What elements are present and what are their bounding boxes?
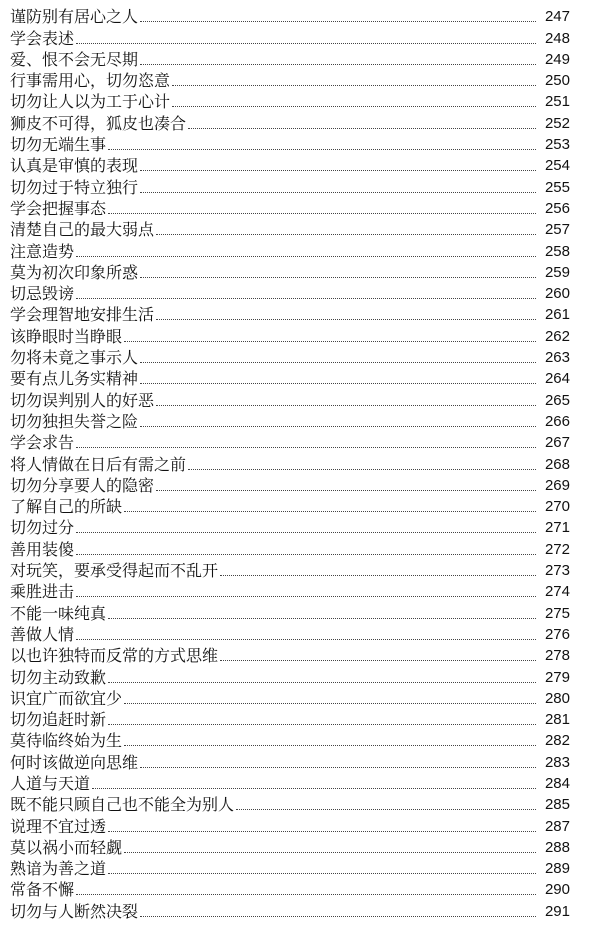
toc-entry-title: 切勿追赶时新: [10, 710, 107, 730]
toc-entry[interactable]: [10, 304, 570, 325]
toc-entry-title: 认真是审慎的表现: [10, 156, 139, 176]
toc-entry[interactable]: [10, 815, 570, 836]
dot-leader: [140, 767, 536, 768]
toc-entry-page-number: 287: [544, 817, 570, 835]
dot-leader: [76, 447, 536, 448]
toc-entry[interactable]: [10, 709, 570, 730]
toc-entry-page-number: 283: [544, 753, 570, 771]
dot-leader: [140, 21, 536, 22]
toc-entry-page-number: 253: [544, 136, 570, 154]
dot-leader: [76, 596, 536, 597]
dot-leader: [156, 405, 536, 406]
toc-entry-page-number: 256: [544, 199, 570, 217]
dot-leader: [172, 85, 536, 86]
toc-entry-title: 善用装傻: [10, 539, 75, 559]
toc-entry-title: 不能一味纯真: [10, 603, 107, 623]
toc-entry[interactable]: [10, 219, 570, 240]
dot-leader: [124, 745, 536, 746]
toc-entry-page-number: 290: [544, 881, 570, 899]
toc-entry-title: 狮皮不可得，狐皮也凑合: [10, 113, 187, 133]
toc-entry-title: 清楚自己的最大弱点: [10, 220, 155, 240]
dot-leader: [76, 639, 536, 640]
toc-entry-title: 切勿与人断然决裂: [10, 901, 139, 921]
toc-entry-page-number: 288: [544, 838, 570, 856]
toc-entry-page-number: 273: [544, 562, 570, 580]
toc-entry[interactable]: [10, 453, 570, 474]
toc-entry[interactable]: [10, 283, 570, 304]
dot-leader: [76, 43, 536, 44]
dot-leader: [76, 894, 536, 895]
toc-entry-title: 勿将未竟之事示人: [10, 348, 139, 368]
toc-entry[interactable]: [10, 688, 570, 709]
toc-entry-page-number: 268: [544, 455, 570, 473]
toc-entry-page-number: 259: [544, 263, 570, 281]
toc-entry[interactable]: [10, 645, 570, 666]
toc-entry-title: 识宜广而欲宜少: [10, 688, 123, 708]
toc-entry-page-number: 252: [544, 114, 570, 132]
toc-entry-title: 以也许独特而反常的方式思维: [10, 646, 219, 666]
toc-entry-page-number: 271: [544, 519, 570, 537]
toc-entry-title: 何时该做逆向思维: [10, 752, 139, 772]
toc-entry-page-number: 284: [544, 774, 570, 792]
dot-leader: [156, 490, 536, 491]
toc-entry[interactable]: [10, 262, 570, 283]
toc-entry[interactable]: [10, 773, 570, 794]
toc-entry-page-number: 254: [544, 157, 570, 175]
toc-entry[interactable]: [10, 517, 570, 538]
dot-leader: [108, 873, 536, 874]
dot-leader: [140, 916, 536, 917]
toc-entry-page-number: 257: [544, 221, 570, 239]
dot-leader: [108, 724, 536, 725]
toc-entry[interactable]: [10, 368, 570, 389]
toc-entry-title: 莫以祸小而轻觑: [10, 837, 123, 857]
toc-entry-page-number: 263: [544, 349, 570, 367]
toc-entry-title: 谨防别有居心之人: [10, 7, 139, 27]
toc-entry-title: 爱、恨不会无尽期: [10, 49, 139, 69]
dot-leader: [172, 106, 536, 107]
toc-entry[interactable]: [10, 347, 570, 368]
toc-entry-page-number: 247: [544, 8, 570, 26]
dot-leader: [188, 469, 536, 470]
toc-entry[interactable]: [10, 49, 570, 70]
toc-entry[interactable]: [10, 837, 570, 858]
toc-entry[interactable]: [10, 411, 570, 432]
toc-entry[interactable]: [10, 155, 570, 176]
toc-entry-page-number: 274: [544, 583, 570, 601]
toc-entry-title: 说理不宜过透: [10, 816, 107, 836]
toc-entry[interactable]: [10, 240, 570, 261]
toc-entry-title: 该睁眼时当睁眼: [10, 326, 123, 346]
toc-entry-page-number: 275: [544, 604, 570, 622]
toc-entry-page-number: 258: [544, 242, 570, 260]
toc-entry[interactable]: [10, 134, 570, 155]
toc-entry-page-number: 276: [544, 625, 570, 643]
toc-entry-page-number: 269: [544, 476, 570, 494]
dot-leader: [124, 703, 536, 704]
toc-entry[interactable]: [10, 198, 570, 219]
toc-entry[interactable]: [10, 879, 570, 900]
dot-leader: [108, 149, 536, 150]
toc-entry[interactable]: [10, 6, 570, 27]
dot-leader: [92, 788, 536, 789]
dot-leader: [140, 426, 536, 427]
toc-entry[interactable]: [10, 112, 570, 133]
toc-entry-title: 乘胜进击: [10, 582, 75, 602]
dot-leader: [140, 383, 536, 384]
toc-entry-page-number: 264: [544, 370, 570, 388]
toc-entry[interactable]: [10, 751, 570, 772]
toc-entry-title: 对玩笑，要承受得起而不乱开: [10, 561, 219, 581]
toc-entry-title: 了解自己的所缺: [10, 497, 123, 517]
toc-entry-title: 切勿无端生事: [10, 135, 107, 155]
dot-leader: [108, 831, 536, 832]
dot-leader: [140, 192, 536, 193]
dot-leader: [124, 852, 536, 853]
toc-entry[interactable]: [10, 70, 570, 91]
toc-entry-title: 行事需用心，切勿恣意: [10, 71, 171, 91]
toc-entry[interactable]: [10, 325, 570, 346]
toc-entry-title: 学会求告: [10, 433, 75, 453]
dot-leader: [140, 362, 536, 363]
dot-leader: [156, 319, 536, 320]
toc-entry-page-number: 267: [544, 434, 570, 452]
toc-entry-title: 切勿分享要人的隐密: [10, 475, 155, 495]
dot-leader: [108, 618, 536, 619]
toc-entry[interactable]: [10, 858, 570, 879]
toc-entry[interactable]: [10, 496, 570, 517]
toc-entry[interactable]: [10, 475, 570, 496]
toc-entry[interactable]: [10, 666, 570, 687]
dot-leader: [76, 554, 536, 555]
toc-entry-title: 熟谙为善之道: [10, 859, 107, 879]
toc-entry-title: 常备不懈: [10, 880, 75, 900]
dot-leader: [76, 256, 536, 257]
toc-entry-title: 学会理智地安排生活: [10, 305, 155, 325]
dot-leader: [220, 660, 536, 661]
toc-entry-page-number: 262: [544, 327, 570, 345]
dot-leader: [140, 277, 536, 278]
toc-entry-page-number: 260: [544, 285, 570, 303]
toc-entry[interactable]: [10, 581, 570, 602]
dot-leader: [108, 213, 536, 214]
toc-entry[interactable]: [10, 560, 570, 581]
dot-leader: [108, 682, 536, 683]
toc-entry-page-number: 261: [544, 306, 570, 324]
toc-entry-page-number: 250: [544, 72, 570, 90]
toc-entry-title: 莫为初次印象所惑: [10, 262, 139, 282]
toc-entry-title: 要有点儿务实精神: [10, 369, 139, 389]
toc-entry[interactable]: [10, 91, 570, 112]
toc-entry-page-number: 270: [544, 498, 570, 516]
dot-leader: [76, 298, 536, 299]
toc-entry-title: 莫待临终始为生: [10, 731, 123, 751]
dot-leader: [236, 809, 536, 810]
dot-leader: [140, 170, 536, 171]
dot-leader: [156, 234, 536, 235]
toc-entry-title: 切勿误判别人的好恶: [10, 390, 155, 410]
toc-entry[interactable]: [10, 27, 570, 48]
toc-entry-page-number: 282: [544, 732, 570, 750]
toc-entry-page-number: 280: [544, 689, 570, 707]
toc-entry[interactable]: [10, 624, 570, 645]
toc-entry-page-number: 248: [544, 29, 570, 47]
dot-leader: [124, 511, 536, 512]
dot-leader: [140, 64, 536, 65]
toc-entry-title: 人道与天道: [10, 773, 91, 793]
toc-entry-page-number: 285: [544, 796, 570, 814]
toc-entry-page-number: 281: [544, 711, 570, 729]
toc-entry-title: 切勿过于特立独行: [10, 177, 139, 197]
toc-entry[interactable]: [10, 730, 570, 751]
toc-entry-page-number: 266: [544, 412, 570, 430]
toc-entry-page-number: 255: [544, 178, 570, 196]
toc-entry-page-number: 291: [544, 902, 570, 920]
toc-entry-title: 既不能只顾自己也不能全为别人: [10, 795, 235, 815]
toc-entry-page-number: 265: [544, 391, 570, 409]
toc-entry[interactable]: [10, 432, 570, 453]
toc-entry-title: 切忌毁谤: [10, 284, 75, 304]
toc-entry[interactable]: [10, 602, 570, 623]
toc-entry-page-number: 278: [544, 647, 570, 665]
toc-entry[interactable]: [10, 538, 570, 559]
toc-entry-title: 善做人情: [10, 624, 75, 644]
toc-entry-title: 注意造势: [10, 241, 75, 261]
toc-entry-title: 切勿独担失誉之险: [10, 411, 139, 431]
toc-entry-page-number: 249: [544, 50, 570, 68]
toc-entry-title: 学会表述: [10, 28, 75, 48]
toc-entry-title: 切勿主动致歉: [10, 667, 107, 687]
dot-leader: [124, 341, 536, 342]
toc-entry-title: 学会把握事态: [10, 198, 107, 218]
toc-entry[interactable]: [10, 176, 570, 197]
dot-leader: [188, 128, 536, 129]
table-of-contents: [10, 6, 570, 922]
toc-entry-title: 将人情做在日后有需之前: [10, 454, 187, 474]
toc-entry-title: 切勿过分: [10, 518, 75, 538]
dot-leader: [76, 532, 536, 533]
toc-entry-page-number: 279: [544, 668, 570, 686]
toc-entry[interactable]: [10, 389, 570, 410]
toc-entry-title: 切勿让人以为工于心计: [10, 92, 171, 112]
dot-leader: [220, 575, 536, 576]
toc-entry-page-number: 251: [544, 93, 570, 111]
toc-entry[interactable]: [10, 794, 570, 815]
toc-entry-page-number: 289: [544, 860, 570, 878]
toc-entry[interactable]: [10, 900, 570, 921]
toc-entry-page-number: 272: [544, 540, 570, 558]
